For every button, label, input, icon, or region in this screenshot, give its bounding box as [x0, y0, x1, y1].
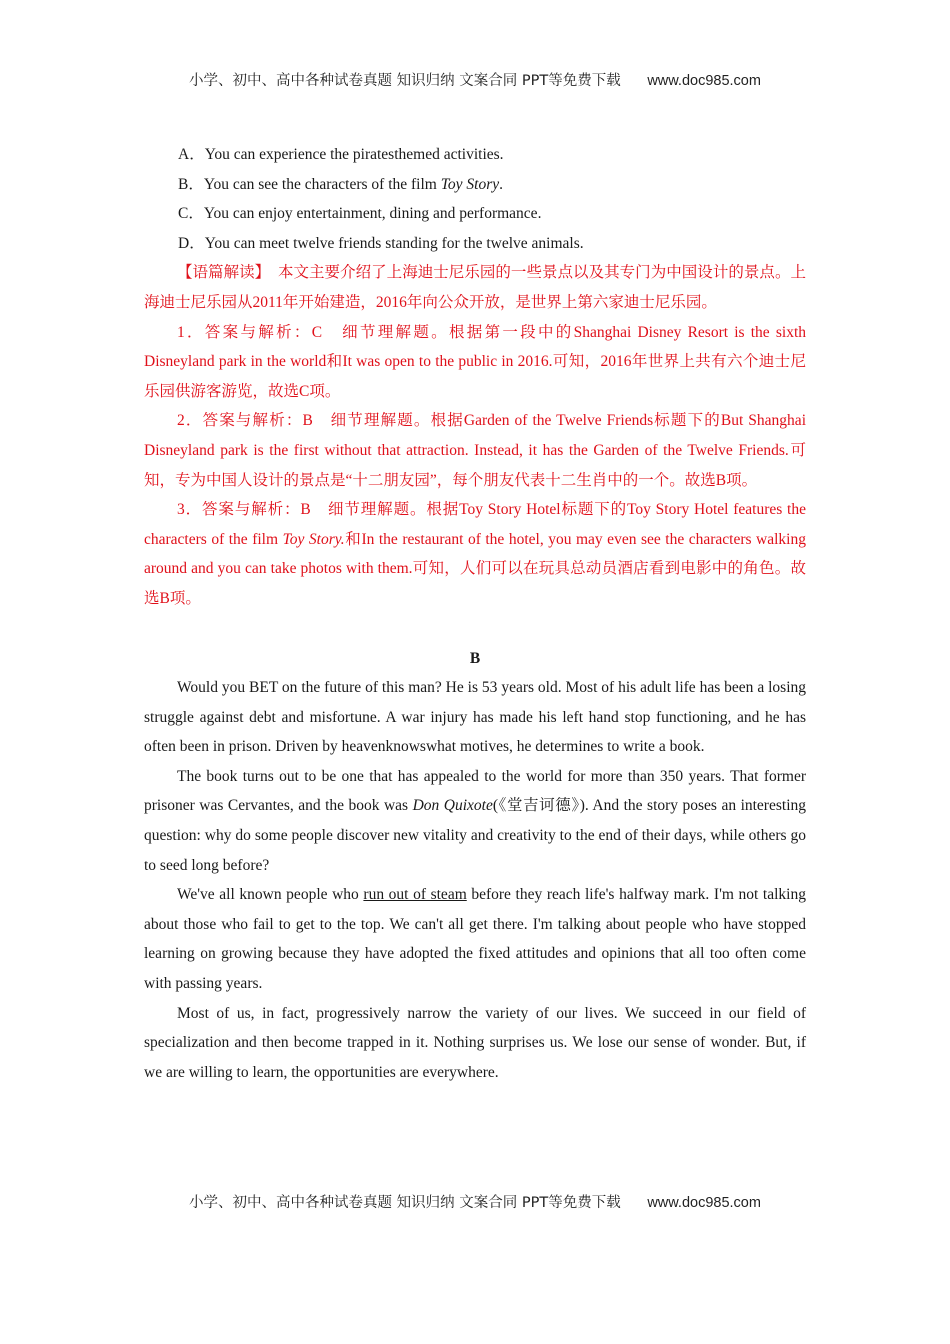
analysis-intro	[144, 258, 806, 317]
analysis-q3-end: 和In the restaurant of the hotel, you may even see the characters walking around and you can take photos with them.可知，人们可以在玩具总动员酒店看到电影中的角色。故选B项。	[144, 530, 806, 607]
header-url[interactable]: www.doc985.com	[647, 73, 761, 89]
passage-p3-end: before they reach life's halfway mark. I'm not talking about those who fail to get to the top. We can't all get there. I'm talking about people who have stopped learning on growing because they have adopted the fixed attitudes and opinions that all too often come with passing years.	[144, 886, 806, 993]
option-b-film: Toy Story	[440, 175, 500, 193]
footer-text: 小学、初中、高中各种试卷真题 知识归纳 文案合同 PPT等免费下载	[189, 1195, 621, 1211]
option-d: D．You can meet twelve friends standing for the twelve animals.	[178, 234, 584, 252]
passage-p3-text: We've all known people who	[177, 886, 364, 904]
passage-p2-text: The book turns out to be one that has appealed to the world for more than 350 years. That former prisoner was Cervantes, and the book was	[144, 767, 806, 815]
analysis-q3-text: 3．答案与解析：B 细节理解题。根据Toy Story Hotel标题下的Toy Story Hotel features the characters of the film	[144, 501, 806, 548]
page-header	[0, 69, 950, 90]
option-b-end: .	[499, 175, 504, 193]
analysis-q3	[144, 495, 806, 613]
analysis-intro-text: 本文主要介绍了上海迪士尼乐园的一些景点以及其专门为中国设计的景点。上海迪士尼乐园从2011年开始建造，2016年向公众开放，是世界上第六家迪士尼乐园。	[144, 264, 806, 311]
footer-url[interactable]: www.doc985.com	[647, 1195, 761, 1211]
document-body	[144, 140, 806, 1087]
analysis-q3-film: Toy Story.	[282, 530, 345, 548]
option-c: C．You can enjoy entertainment, dining and performance.	[178, 205, 542, 223]
page-footer	[0, 1191, 950, 1212]
passage-p2-book: Don Quixote	[412, 797, 493, 815]
underlined-phrase: run out of steam	[363, 886, 467, 904]
analysis-intro-label: 【语篇解读】	[177, 264, 263, 282]
header-text: 小学、初中、高中各种试卷真题 知识归纳 文案合同 PPT等免费下载	[189, 73, 621, 89]
passage-paragraph-3	[144, 880, 806, 998]
passage-title: B	[469, 649, 481, 667]
passage-p2-end: (《堂吉诃德》). And the story poses an interesting question: why do some people discover new vitality and creativity to the end of their days, while others go to seed long before?	[144, 797, 806, 874]
analysis-q2: 2．答案与解析：B 细节理解题。根据Garden of the Twelve Friends标题下的But Shanghai Disneyland park is the first without that attraction. Instead, it has the Garden of the Twelve Friends.可知，专为中国人设计的景点是“十二朋友园”，每个朋友代表十二生肖中的一个。故选B项。	[144, 412, 806, 489]
analysis-q1: 1．答案与解析：C 细节理解题。根据第一段中的Shanghai Disney Resort is the sixth Disneyland park in the world和It was open to the public in 2016.可知，2016年世界上共有六个迪士尼乐园供游客游览，故选C项。	[144, 323, 806, 400]
passage-paragraph-1: Would you BET on the future of this man? He is 53 years old. Most of his adult life has been a losing struggle against debt and misfortune. A war injury has made his left hand stop functioning, and he has often been in prison. Driven by heavenknowswhat motives, he determines to write a book.	[144, 679, 806, 756]
section-spacer	[144, 614, 806, 644]
passage-paragraph-2	[144, 762, 806, 880]
option-b	[144, 170, 806, 200]
option-a: A．You can experience the piratesthemed activities.	[178, 146, 504, 163]
passage-paragraph-4: Most of us, in fact, progressively narrow the variety of our lives. We succeed in our field of specialization and then become trapped in it. Nothing surprises us. We lose our sense of wonder. But, if we are willing to learn, the opportunities are everywhere.	[144, 1004, 806, 1081]
option-b-text: B．You can see the characters of the film	[178, 175, 441, 193]
